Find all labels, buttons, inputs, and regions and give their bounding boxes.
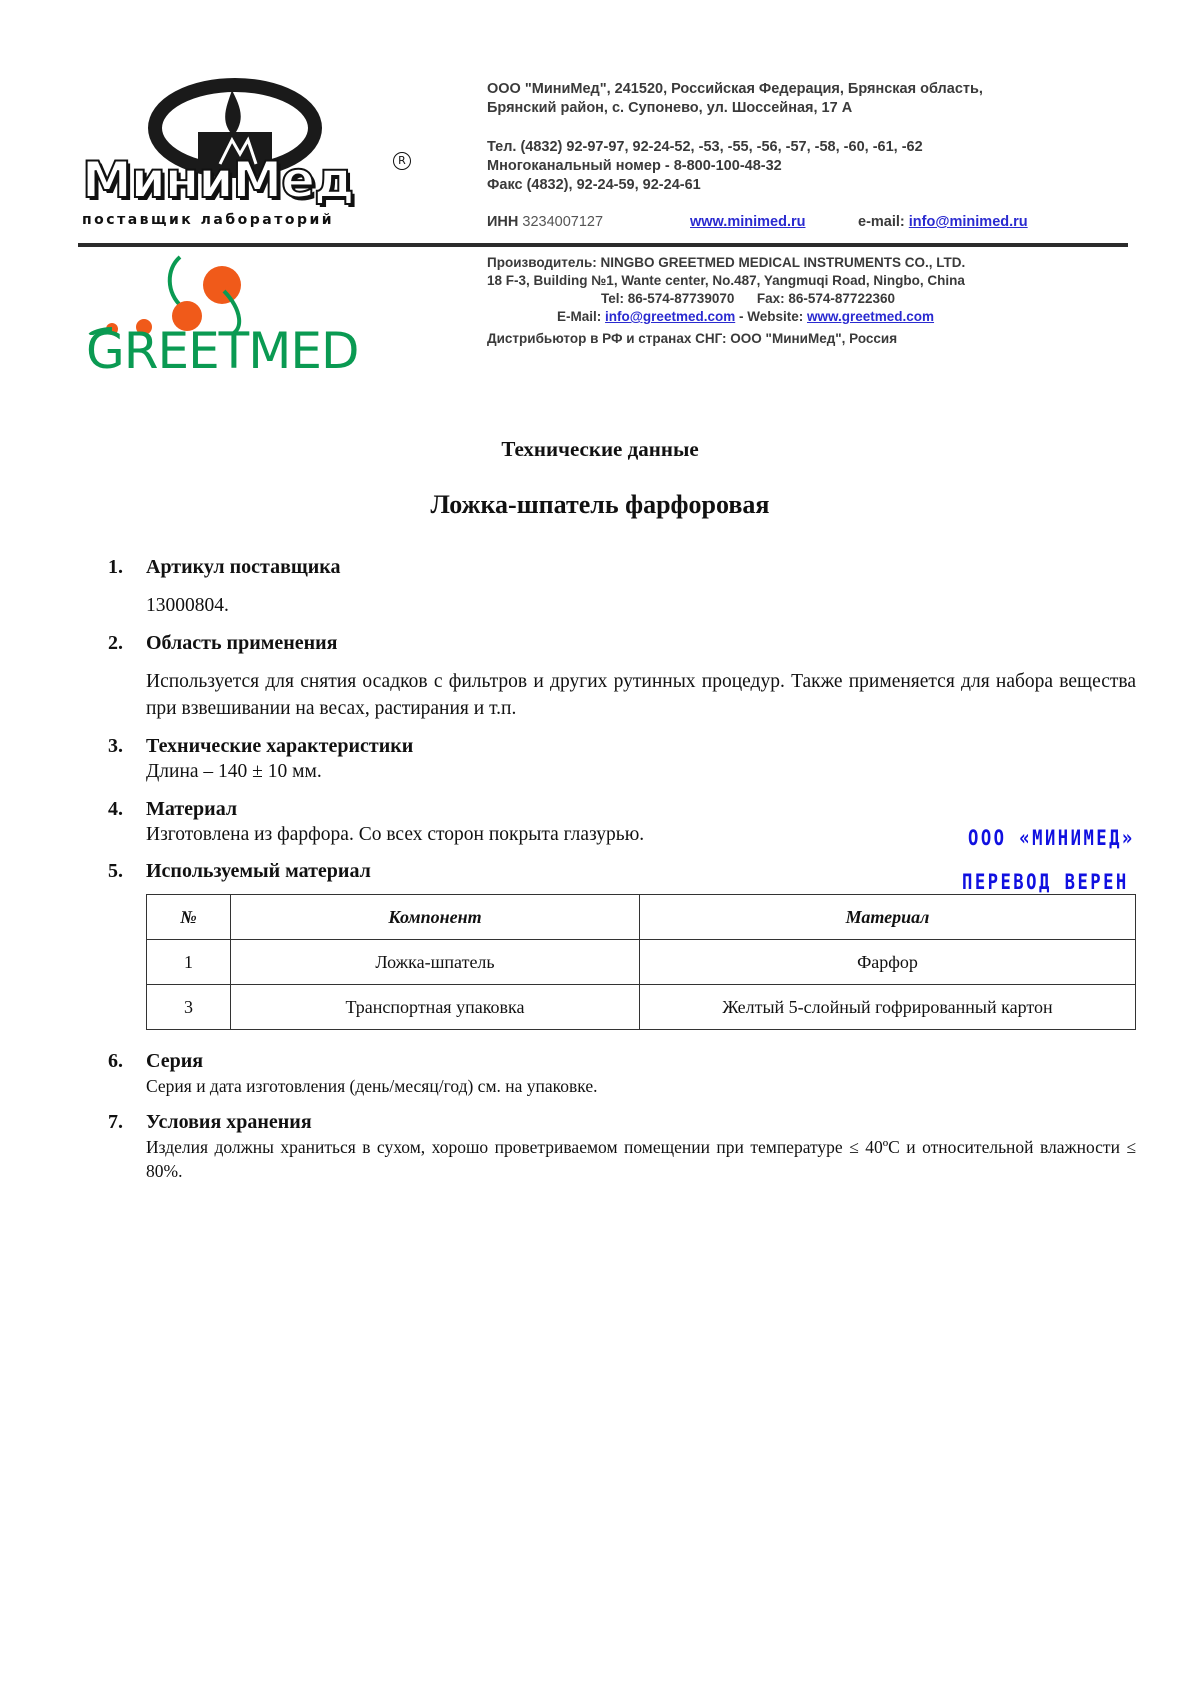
email-row [858, 213, 1028, 232]
column-header-number: № [147, 895, 231, 940]
email-label: e-mail: [858, 214, 905, 230]
document-title: Ложка-шпатель фарфоровая [430, 490, 770, 519]
greetmed-website-link[interactable]: www.greetmed.com [807, 309, 935, 324]
section-7-body: Изделия должны храниться в сухом, хорошо проветриваемом помещении при температуре ≤ 40ºС и относительной влажности ≤ 80%. [146, 1137, 1136, 1181]
manufacturer-address: 18 F-3, Building №1, Wante center, No.487, Yangmuqi Road, Ningbo, China [487, 273, 965, 288]
cell-component: Ложка-шпатель [231, 940, 640, 985]
section-4-body: Изготовлена из фарфора. Со всех сторон покрыта глазурью. [146, 824, 645, 845]
manufacturer-online [487, 308, 965, 326]
section-5-number: 5. [108, 860, 123, 882]
inn-row [487, 213, 603, 232]
minimed-tagline: поставщик лабораторий [82, 212, 335, 228]
cell-number: 3 [147, 985, 231, 1030]
manufacturer-tel: Tel: 86-574-87739070 [601, 291, 735, 306]
section-6-body: Серия и дата изготовления (день/месяц/год) см. на упаковке. [146, 1076, 598, 1096]
manufacturer-fax: Fax: 86-574-87722360 [756, 291, 895, 306]
section-4-number: 4. [108, 798, 123, 820]
table-header-row [147, 895, 1136, 940]
section-1-body: 13000804. [146, 595, 229, 616]
manufacturer-contacts [487, 290, 965, 308]
minimed-website-link[interactable]: www.minimed.ru [690, 214, 806, 230]
section-6-number: 6. [108, 1050, 123, 1072]
section-2-body: Используется для снятия осадков с фильтров и других рутинных процедур. Также применяется для набора вещества при взвешивании на весах, растирания и т.п. [146, 671, 1136, 719]
column-header-material: Материал [640, 895, 1136, 940]
registered-mark-icon: R [393, 152, 411, 170]
section-7-number: 7. [108, 1111, 123, 1133]
document-subtitle: Технические данные [501, 437, 699, 461]
cell-component: Транспортная упаковка [231, 985, 640, 1030]
inn-value: 3234007127 [522, 214, 604, 230]
manufacturer-block [487, 254, 965, 348]
section-1-title: Артикул поставщика [146, 556, 341, 578]
cell-material: Фарфор [640, 940, 1136, 985]
cell-number: 1 [147, 940, 231, 985]
section-5-title: Используемый материал [146, 860, 371, 882]
company-phones [487, 138, 923, 195]
section-3-body: Длина – 140 ± 10 мм. [146, 761, 322, 782]
section-7-title: Условия хранения [146, 1111, 312, 1133]
inn-label: ИНН [487, 214, 519, 230]
translation-stamp-line1: ООО «МИНИМЕД» [968, 826, 1135, 850]
header-divider [78, 243, 1128, 247]
manufacturer-name: Производитель: NINGBO GREETMED MEDICAL INSTRUMENTS CO., LTD. [487, 255, 966, 270]
fax-line: Факс (4832), 92-24-59, 92-24-61 [487, 177, 701, 193]
minimed-wordmark: МиниМед [82, 151, 354, 209]
multichannel-line: Многоканальный номер - 8-800-100-48-32 [487, 158, 782, 174]
section-1-number: 1. [108, 556, 123, 578]
section-2-title: Область применения [146, 632, 338, 654]
minimed-email-link[interactable]: info@minimed.ru [908, 214, 1028, 230]
section-4-title: Материал [146, 798, 238, 820]
company-address [487, 80, 983, 118]
table-row [147, 985, 1136, 1030]
materials-table [146, 894, 1136, 1030]
cell-material: Желтый 5-слойный гофрированный картон [640, 985, 1136, 1030]
company-address-line1: ООО "МиниМед", 241520, Российская Федерация, Брянская область, [487, 81, 983, 97]
manufacturer-website-label: - Website: [738, 309, 804, 324]
section-6-title: Серия [146, 1050, 204, 1072]
table-row [147, 940, 1136, 985]
company-address-line2: Брянский район, с. Супонево, ул. Шоссейная, 17 А [487, 100, 853, 116]
translation-stamp-line2: ПЕРЕВОД ВЕРЕН [962, 870, 1129, 894]
section-3-number: 3. [108, 735, 123, 757]
greetmed-email-link[interactable]: info@greetmed.com [605, 309, 736, 324]
phone-line: Тел. (4832) 92-97-97, 92-24-52, -53, -55, -56, -57, -58, -60, -61, -62 [487, 139, 923, 155]
section-2-number: 2. [108, 632, 123, 654]
section-3-title: Технические характеристики [146, 735, 414, 757]
distributor-line: Дистрибьютор в РФ и странах СНГ: ООО "МиниМед", Россия [487, 331, 898, 346]
manufacturer-email-label: E-Mail: [557, 309, 602, 324]
greetmed-wordmark: GREETMED [86, 322, 359, 380]
column-header-component: Компонент [231, 895, 640, 940]
